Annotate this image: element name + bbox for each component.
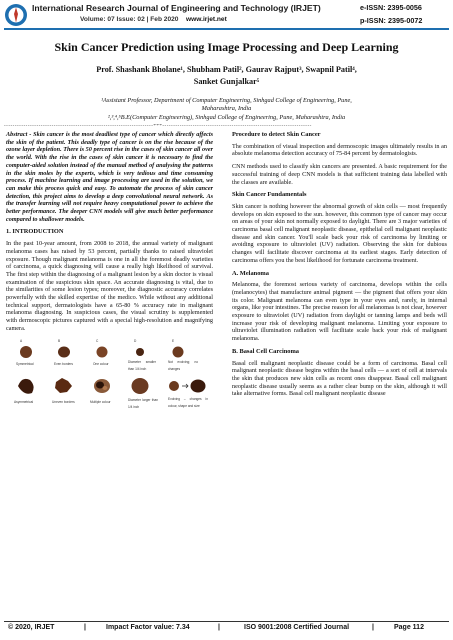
figure-caption: Asymmetrical xyxy=(14,399,34,404)
p-issn: p-ISSN: 2395-0072 xyxy=(360,16,423,25)
mole-evolving xyxy=(169,379,206,392)
author-affiliations xyxy=(30,97,423,122)
abcde-figure xyxy=(6,338,213,410)
mole-not-evolving xyxy=(173,346,184,357)
basal-cell-heading: B. Basal Cell Carcinoma xyxy=(232,347,299,355)
figure-caption: Symmetrical xyxy=(16,361,34,366)
introduction-text: In the past 10-year amount, from 2008 to 2018, the annual variety of malignant melanoma cases has raised by 53 percent, partially thanks to raised ultraviolet exposure. Though malignant melanoma is one in all the foremost deadly varieties of carcinoma, a quick diagnosing will cause a really high likelihood of survival. The first step within the diagnosing of a malignant lesion by a skin doctor is visual examination of the suspicious skin space. An accurate diagnosing is vital, due to the similarities of some lesion types; moreover, the diagnostic accuracy correlates powerfully with the skilled expertise of the medico. While without any additional technical support, dermatologists have a 65-80 % accuracy rate in malignant melanoma diagnosing. In suspicious cases, the visual scrutiny is supplemented with dermoscopic pictures captured with a special high-resolution and magnifying camera. xyxy=(6,240,213,332)
footer-impact-factor: Impact Factor value: 7.34 xyxy=(106,624,190,631)
figure-caption: One colour xyxy=(93,361,109,366)
fundamentals-text: Skin cancer is nothing however the abnormal growth of skin cells — most frequently develops on skin exposed to the sun. however, this common type of cancer may occur on areas of your skin not normally exposed to daylight. There are 3 major varieties of carcinoma basal cell malignant neoplastic disease, epithelial cell malignant neoplastic disease and skin cancer. You'll scale back your risk of carcinoma by limiting or avoiding exposure to ultraviolet (UV) radiation. Observing the skin for dubious changes will facilitate discover carcinoma at its earliest stages. Early detection of carcinoma offers you the best likelihood for fortunate carcinoma treatment. xyxy=(232,202,447,264)
footer-separator: | xyxy=(372,624,374,631)
footer-separator: | xyxy=(84,624,86,631)
introduction-heading: 1. INTRODUCTION xyxy=(6,228,64,236)
irjet-logo-icon xyxy=(4,3,28,27)
figure-letter: D xyxy=(134,338,137,343)
procedure-heading: Procedure to detect Skin Cancer xyxy=(232,131,321,138)
mole-one-colour xyxy=(97,346,108,357)
journal-name: International Research Journal of Engineering and Technology (IRJET) xyxy=(32,3,321,13)
mole-symmetrical xyxy=(20,346,32,358)
affiliation-line: ¹Assistant Professor, Department of Computer Engineering, Sinhgad College of Engineering, Pune, xyxy=(101,97,352,104)
figure-letter: A xyxy=(20,338,23,343)
figure-caption: Even borders xyxy=(54,361,73,366)
footer-page-number: Page 112 xyxy=(394,624,424,631)
figure-caption: Uneven borders xyxy=(52,399,75,404)
e-issn: e-ISSN: 2395-0056 xyxy=(360,3,422,12)
procedure-text: The combination of visual inspection and dermoscopic images ultimately results in an absolute melanoma detection accuracy of 75-84 percent by dermatologists. xyxy=(232,142,447,158)
figure-caption: Diameter larger than 1/4 inch xyxy=(128,397,158,410)
mole-large-diameter xyxy=(132,378,149,394)
authors-line: Prof. Shashank Bholane¹, Shubham Patil², Gaurav Rajput³, Swapnil Patil⁴, xyxy=(96,65,357,74)
footer-rule xyxy=(4,621,449,622)
mole-even-border xyxy=(58,346,70,357)
mole-multiple-colour xyxy=(94,379,110,393)
section-separator: ---------------------------------------------------------------------***--------------------------------------------------------------------- xyxy=(4,124,312,129)
left-column xyxy=(6,131,213,410)
melanoma-text: Melanoma, the foremost serious variety of carcinoma, develops within the cells (melanocytes) that manufacture animal pigment — the pigment that offers your skin its color. Malignant melanoma can even type in your eyes and, rarely, in internal organs, like your intestines. The precise reason for all melanomas is not clear, however exposure to ultraviolet (UV) radiation from daylight or tanning lamps and beds will increase your risk of developing malignant melanoma. Limiting your exposure to ultraviolet illumination radiation will facilitate scale back your risk of malignant melanoma. xyxy=(232,281,447,343)
abstract-text: Abstract - Skin cancer is the most deadliest type of cancer which directly affects the skin of the patient. This deadly type of cancer is on the rise because of the ozone layer depletion. There is 50 percent rise in the cases of skin cancer all over the world. With the rise in the cases of skin cancer it is necessary to find the computer-aided solution instead of the manual method of analysing the patterns in the skin moles by the experts, which is very tedious and time consuming process. If machine learning and image processing are used in the solution, we can make this process quick and easy. To automate the process of skin cancer detection, this project aims to develop a deep convolutional neural network. As the transfer learning will not require heavy computational power to achieve the better performance. The deeper CNN models will give much better performance compared to shallower models. xyxy=(6,131,213,223)
affiliation-line: Maharashtra, India xyxy=(201,105,252,113)
fundamentals-heading: Skin Cancer Fundamentals xyxy=(232,191,307,199)
figure-caption: Evolving – changes in colour, shape and size xyxy=(168,396,208,409)
mole-uneven-border xyxy=(55,378,72,393)
melanoma-heading: A. Melanoma xyxy=(232,269,269,277)
authors-line: Sanket Gunjalkar⁵ xyxy=(193,77,260,86)
figure-caption: Not evolving; no changes xyxy=(168,359,198,372)
footer-copyright: © 2020, IRJET xyxy=(8,624,55,631)
figure-letter: B xyxy=(58,338,61,343)
figure-caption: Diameter smaller than 1/4 inch xyxy=(128,359,156,372)
volume-issue: Volume: 07 Issue: 02 | Feb 2020 xyxy=(80,16,179,23)
header-rule xyxy=(4,28,449,30)
footer-separator: | xyxy=(218,624,220,631)
journal-website[interactable]: www.irjet.net xyxy=(186,16,227,23)
journal-header xyxy=(0,0,453,30)
paper-title: Skin Cancer Prediction using Image Processing and Deep Learning xyxy=(54,40,399,54)
affiliation-line: ²,³,⁴,⁵B.E(Computer Engineering), Sinhgad College of Engineering, Pune, Maharashtra, India xyxy=(107,113,346,121)
right-column xyxy=(232,131,447,398)
footer-iso: ISO 9001:2008 Certified Journal xyxy=(244,624,350,631)
mole-asymmetrical xyxy=(18,378,34,393)
procedure-text: CNN methods used to classify skin cancers are presented. A basic requirement for the successful training of deep CNN models is that sufficient training data labelled with the classes are available. xyxy=(232,163,447,186)
mole-small-diameter xyxy=(136,348,144,356)
basal-cell-text: Basal cell malignant neoplastic disease could be a form of carcinoma. Basal cell malignant neoplastic disease begins within the basal cells — a sort of cell at intervals the skin that produces new skin cells as recent ones disappear. Basal cell malignant neoplastic disease usually seems as a rather clear bump on the skin, although it will take alternative forms. Basal cell malignant neoplastic disease xyxy=(232,359,447,398)
figure-letter: E xyxy=(172,338,175,343)
figure-letter: C xyxy=(96,338,99,343)
paper-authors xyxy=(30,64,423,88)
figure-caption: Multiple colour xyxy=(90,399,111,404)
